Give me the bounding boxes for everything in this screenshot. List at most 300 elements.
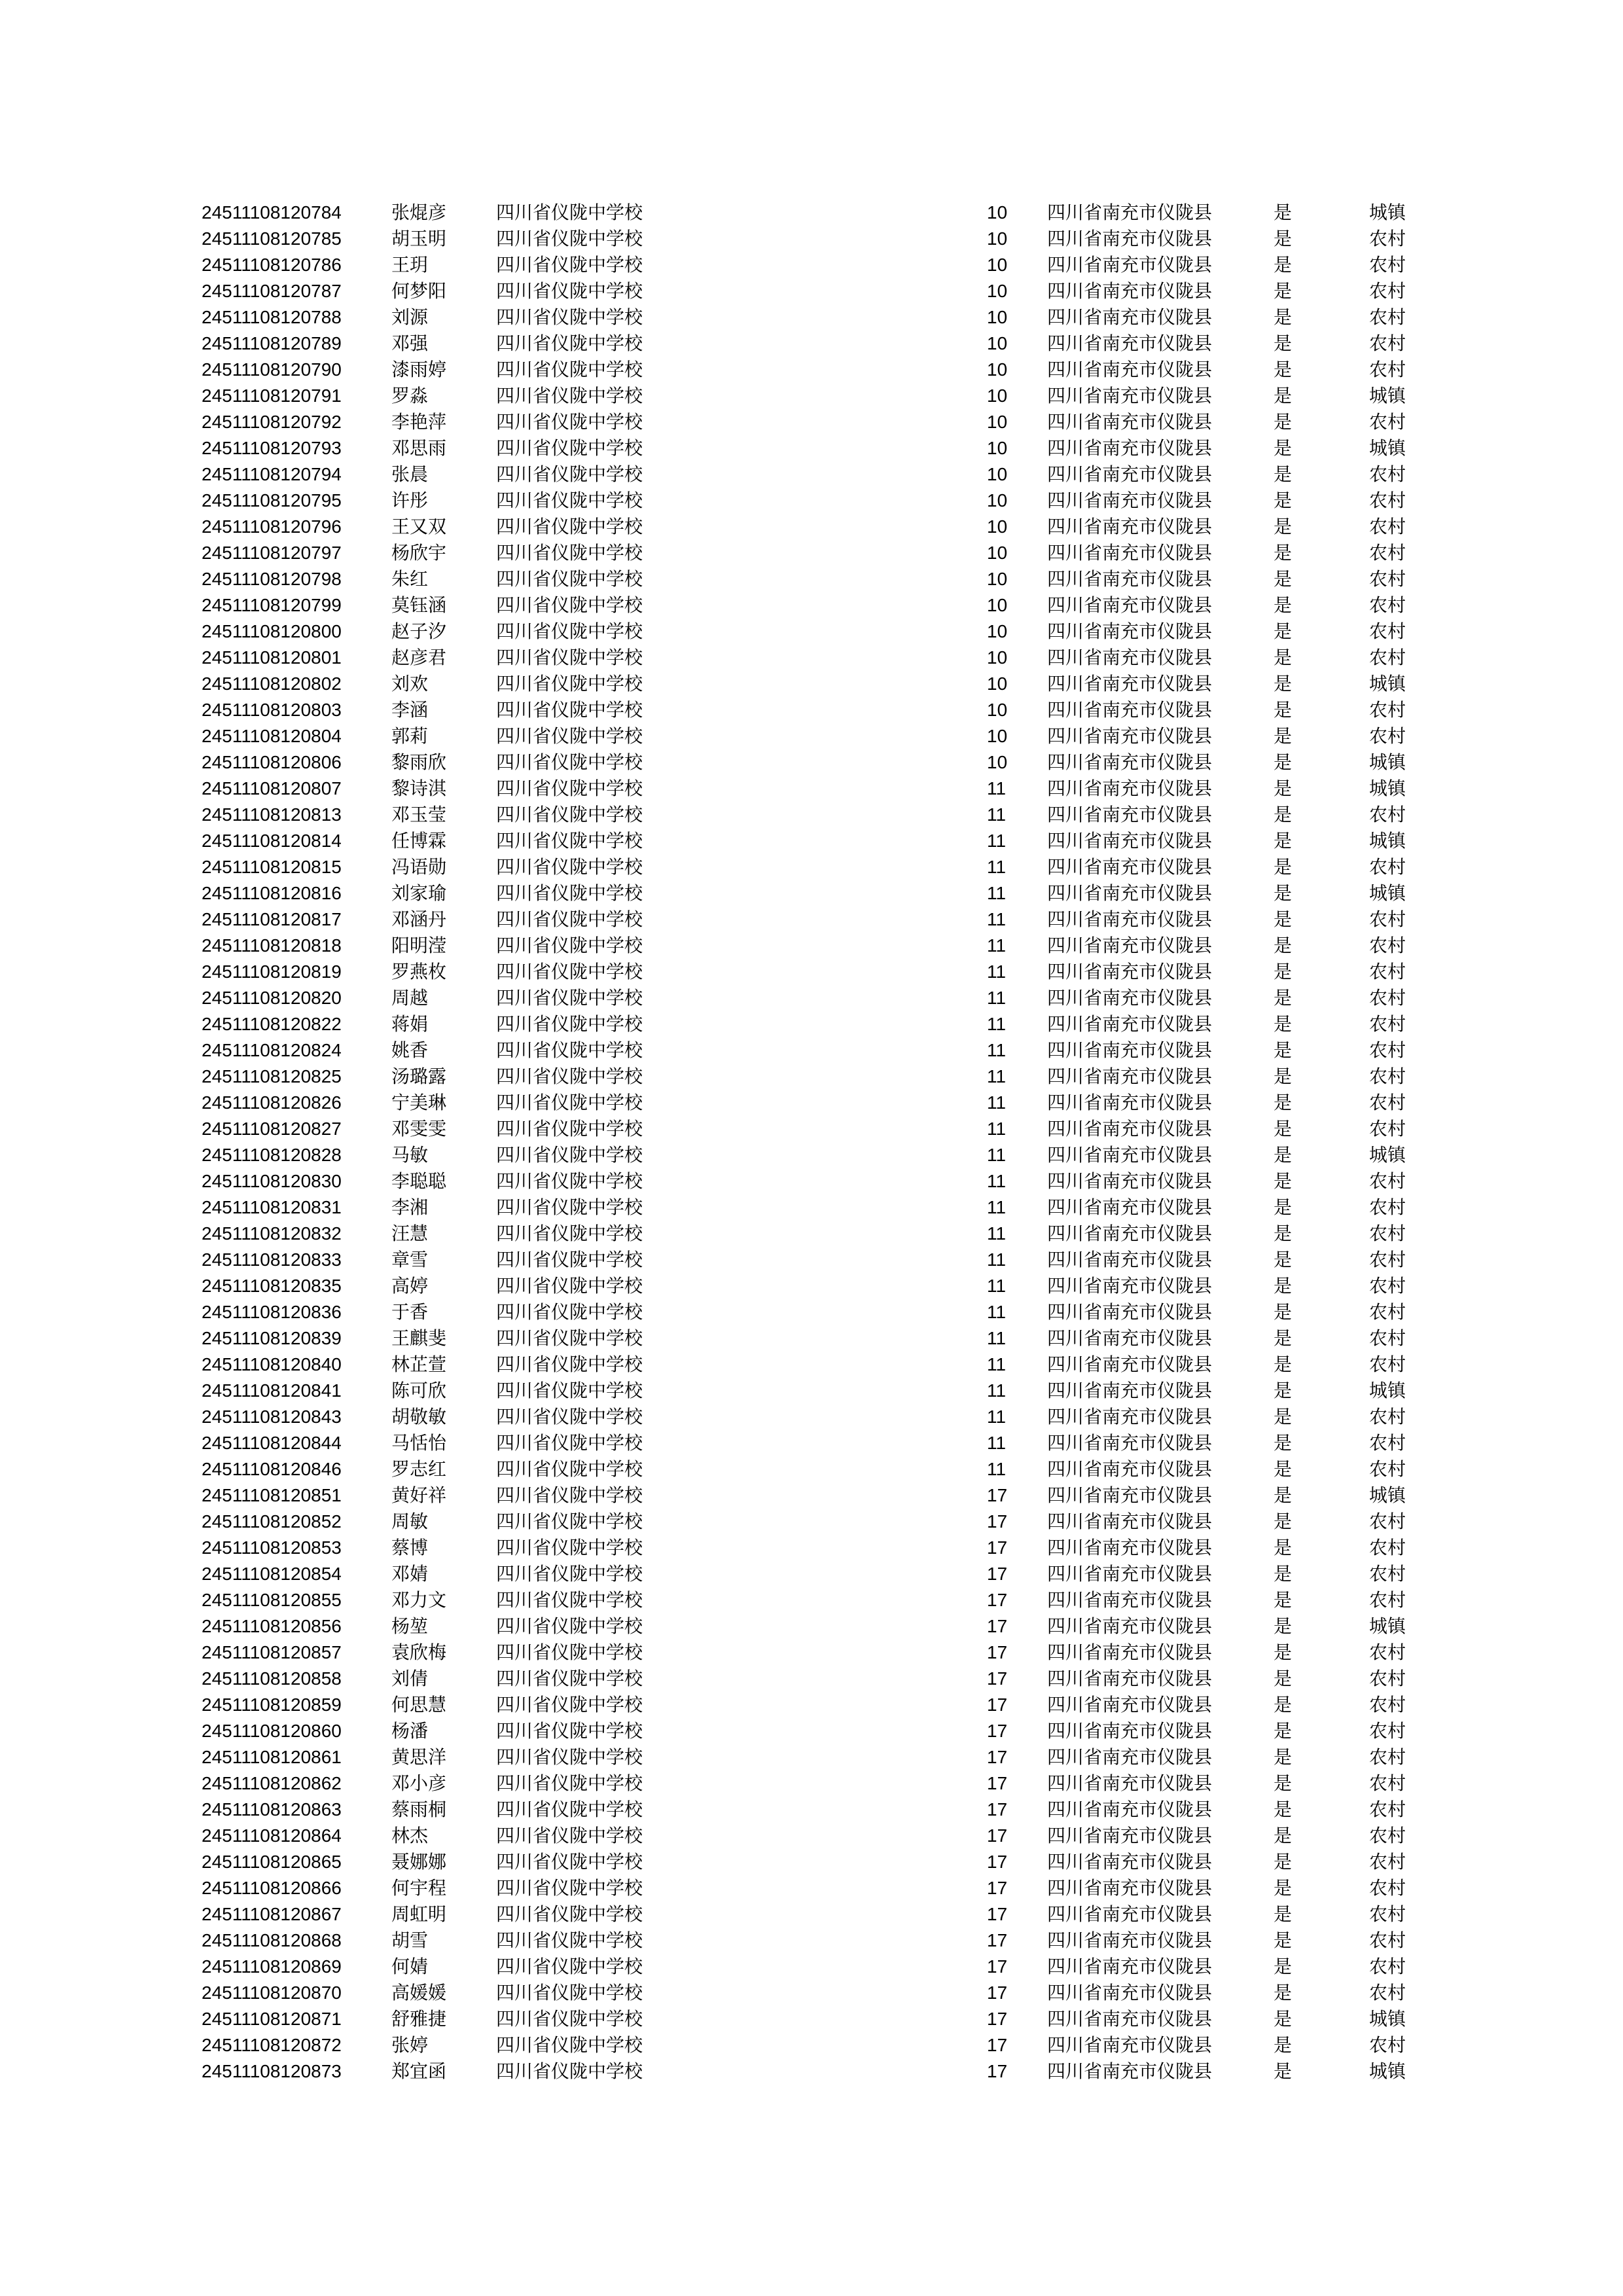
region-cell: 四川省南充市仪陇县 — [1047, 961, 1213, 982]
residence-type-cell: 农村 — [1369, 1903, 1406, 1925]
residence-type-cell: 城镇 — [1369, 673, 1406, 694]
residence-type-cell: 农村 — [1369, 620, 1406, 642]
residence-type-cell: 城镇 — [1369, 1144, 1406, 1166]
school-name-cell: 四川省仪陇中学校 — [496, 987, 643, 1009]
region-cell: 四川省南充市仪陇县 — [1047, 1118, 1213, 1139]
student-id-cell: 24511108120792 — [202, 412, 342, 432]
region-cell: 四川省南充市仪陇县 — [1047, 1301, 1213, 1323]
table-row — [0, 461, 1623, 488]
table-row — [0, 1666, 1623, 1692]
student-id-cell: 24511108120865 — [202, 1852, 342, 1872]
school-name-cell: 四川省仪陇中学校 — [496, 1275, 643, 1297]
student-id-cell: 24511108120836 — [202, 1302, 342, 1322]
region-cell: 四川省南充市仪陇县 — [1047, 594, 1213, 616]
school-name-cell: 四川省仪陇中学校 — [496, 1537, 643, 1558]
flag-cell: 是 — [1274, 1170, 1293, 1192]
class-number-cell: 11 — [987, 935, 1007, 956]
flag-cell: 是 — [1274, 1144, 1293, 1166]
student-id-cell: 24511108120797 — [202, 543, 342, 563]
table-row — [0, 226, 1623, 252]
region-cell: 四川省南充市仪陇县 — [1047, 1066, 1213, 1087]
table-row — [0, 776, 1623, 802]
class-number-cell: 10 — [987, 752, 1008, 772]
residence-type-cell: 农村 — [1369, 490, 1406, 511]
residence-type-cell: 农村 — [1369, 1694, 1406, 1715]
region-cell: 四川省南充市仪陇县 — [1047, 804, 1213, 825]
region-cell: 四川省南充市仪陇县 — [1047, 490, 1213, 511]
school-name-cell: 四川省仪陇中学校 — [496, 280, 643, 302]
student-id-cell: 24511108120855 — [202, 1590, 342, 1610]
flag-cell: 是 — [1274, 359, 1293, 380]
table-row — [0, 1980, 1623, 2006]
class-number-cell: 10 — [987, 543, 1008, 563]
residence-type-cell: 城镇 — [1369, 778, 1406, 799]
flag-cell: 是 — [1274, 1327, 1293, 1349]
residence-type-cell: 农村 — [1369, 254, 1406, 276]
student-id-cell: 24511108120790 — [202, 359, 342, 380]
region-cell: 四川省南充市仪陇县 — [1047, 1223, 1213, 1244]
school-name-cell: 四川省仪陇中学校 — [496, 568, 643, 590]
class-number-cell: 11 — [987, 857, 1007, 877]
class-number-cell: 17 — [987, 1852, 1008, 1872]
region-cell: 四川省南充市仪陇县 — [1047, 1772, 1213, 1794]
flag-cell: 是 — [1274, 1354, 1293, 1375]
class-number-cell: 17 — [987, 1747, 1008, 1767]
flag-cell: 是 — [1274, 725, 1293, 747]
residence-type-cell: 农村 — [1369, 1982, 1406, 2003]
flag-cell: 是 — [1274, 1982, 1293, 2003]
table-row — [0, 1954, 1623, 1980]
school-name-cell: 四川省仪陇中学校 — [496, 437, 643, 459]
region-cell: 四川省南充市仪陇县 — [1047, 306, 1213, 328]
table-row — [0, 1901, 1623, 1928]
student-id-cell: 24511108120827 — [202, 1119, 342, 1139]
school-name-cell: 四川省仪陇中学校 — [496, 830, 643, 852]
student-name-cell: 朱红 — [391, 568, 429, 590]
school-name-cell: 四川省仪陇中学校 — [496, 804, 643, 825]
class-number-cell: 17 — [987, 1668, 1008, 1689]
school-name-cell: 四川省仪陇中学校 — [496, 1641, 643, 1663]
table-row — [0, 1011, 1623, 1037]
class-number-cell: 10 — [987, 595, 1008, 615]
school-name-cell: 四川省仪陇中学校 — [496, 1458, 643, 1480]
student-id-cell: 24511108120831 — [202, 1197, 342, 1217]
student-name-cell: 罗燕枚 — [391, 961, 447, 982]
region-cell: 四川省南充市仪陇县 — [1047, 1746, 1213, 1768]
class-number-cell: 11 — [987, 1014, 1007, 1034]
flag-cell: 是 — [1274, 385, 1293, 406]
school-name-cell: 四川省仪陇中学校 — [496, 1877, 643, 1899]
table-row — [0, 1744, 1623, 1770]
table-row — [0, 1718, 1623, 1744]
region-cell: 四川省南充市仪陇县 — [1047, 1484, 1213, 1506]
school-name-cell: 四川省仪陇中学校 — [496, 1301, 643, 1323]
student-name-cell: 李艳萍 — [391, 411, 447, 433]
residence-type-cell: 农村 — [1369, 1877, 1406, 1899]
student-id-cell: 24511108120843 — [202, 1407, 342, 1427]
school-name-cell: 四川省仪陇中学校 — [496, 1929, 643, 1951]
table-row — [0, 1613, 1623, 1640]
flag-cell: 是 — [1274, 1249, 1293, 1270]
region-cell: 四川省南充市仪陇县 — [1047, 908, 1213, 930]
table-row — [0, 304, 1623, 331]
class-number-cell: 11 — [987, 1407, 1007, 1427]
table-row — [0, 278, 1623, 304]
region-cell: 四川省南充市仪陇县 — [1047, 1877, 1213, 1899]
student-name-cell: 宁美琳 — [391, 1092, 447, 1113]
student-name-cell: 何宇程 — [391, 1877, 447, 1899]
school-name-cell: 四川省仪陇中学校 — [496, 725, 643, 747]
class-number-cell: 11 — [987, 1145, 1007, 1165]
flag-cell: 是 — [1274, 1092, 1293, 1113]
school-name-cell: 四川省仪陇中学校 — [496, 1746, 643, 1768]
class-number-cell: 17 — [987, 1564, 1008, 1584]
region-cell: 四川省南充市仪陇县 — [1047, 1039, 1213, 1061]
class-number-cell: 11 — [987, 1066, 1007, 1086]
flag-cell: 是 — [1274, 463, 1293, 485]
student-name-cell: 罗志红 — [391, 1458, 447, 1480]
student-id-cell: 24511108120794 — [202, 464, 342, 484]
student-name-cell: 漆雨婷 — [391, 359, 447, 380]
student-id-cell: 24511108120861 — [202, 1747, 342, 1767]
class-number-cell: 11 — [987, 1197, 1007, 1217]
residence-type-cell: 农村 — [1369, 1118, 1406, 1139]
student-id-cell: 24511108120795 — [202, 490, 342, 511]
residence-type-cell: 农村 — [1369, 1196, 1406, 1218]
residence-type-cell: 城镇 — [1369, 882, 1406, 904]
school-name-cell: 四川省仪陇中学校 — [496, 1066, 643, 1087]
student-name-cell: 刘倩 — [391, 1668, 429, 1689]
region-cell: 四川省南充市仪陇县 — [1047, 1825, 1213, 1846]
region-cell: 四川省南充市仪陇县 — [1047, 1851, 1213, 1873]
class-number-cell: 11 — [987, 1459, 1007, 1479]
table-row — [0, 1587, 1623, 1613]
class-number-cell: 11 — [987, 1223, 1007, 1244]
table-row — [0, 1823, 1623, 1849]
school-name-cell: 四川省仪陇中学校 — [496, 332, 643, 354]
flag-cell: 是 — [1274, 516, 1293, 537]
region-cell: 四川省南充市仪陇县 — [1047, 280, 1213, 302]
table-row — [0, 697, 1623, 723]
region-cell: 四川省南充市仪陇县 — [1047, 856, 1213, 878]
residence-type-cell: 城镇 — [1369, 385, 1406, 406]
student-id-cell: 24511108120784 — [202, 202, 342, 223]
school-name-cell: 四川省仪陇中学校 — [496, 306, 643, 328]
class-number-cell: 17 — [987, 2061, 1008, 2081]
region-cell: 四川省南充市仪陇县 — [1047, 1249, 1213, 1270]
residence-type-cell: 农村 — [1369, 1537, 1406, 1558]
region-cell: 四川省南充市仪陇县 — [1047, 987, 1213, 1009]
region-cell: 四川省南充市仪陇县 — [1047, 332, 1213, 354]
residence-type-cell: 农村 — [1369, 1170, 1406, 1192]
student-name-cell: 许彤 — [391, 490, 429, 511]
region-cell: 四川省南充市仪陇县 — [1047, 1275, 1213, 1297]
student-id-cell: 24511108120818 — [202, 935, 342, 956]
table-row — [0, 802, 1623, 828]
table-row — [0, 723, 1623, 749]
student-id-cell: 24511108120868 — [202, 1930, 342, 1950]
region-cell: 四川省南充市仪陇县 — [1047, 1615, 1213, 1637]
flag-cell: 是 — [1274, 1537, 1293, 1558]
table-row — [0, 357, 1623, 383]
student-name-cell: 黎诗淇 — [391, 778, 447, 799]
school-name-cell: 四川省仪陇中学校 — [496, 359, 643, 380]
school-name-cell: 四川省仪陇中学校 — [496, 699, 643, 721]
residence-type-cell: 农村 — [1369, 2034, 1406, 2056]
region-cell: 四川省南充市仪陇县 — [1047, 385, 1213, 406]
region-cell: 四川省南充市仪陇县 — [1047, 1956, 1213, 1977]
residence-type-cell: 农村 — [1369, 1301, 1406, 1323]
student-name-cell: 阳明滢 — [391, 935, 447, 956]
residence-type-cell: 农村 — [1369, 647, 1406, 668]
student-name-cell: 张焜彦 — [391, 202, 447, 223]
class-number-cell: 11 — [987, 831, 1007, 851]
student-name-cell: 邓涵丹 — [391, 908, 447, 930]
flag-cell: 是 — [1274, 254, 1293, 276]
residence-type-cell: 农村 — [1369, 856, 1406, 878]
class-number-cell: 10 — [987, 228, 1008, 249]
student-name-cell: 邓玉莹 — [391, 804, 447, 825]
class-number-cell: 17 — [987, 1956, 1008, 1977]
table-row — [0, 1482, 1623, 1509]
flag-cell: 是 — [1274, 306, 1293, 328]
table-row — [0, 1168, 1623, 1194]
student-name-cell: 郑宜函 — [391, 2060, 447, 2082]
flag-cell: 是 — [1274, 1484, 1293, 1506]
student-id-cell: 24511108120820 — [202, 988, 342, 1008]
region-cell: 四川省南充市仪陇县 — [1047, 647, 1213, 668]
flag-cell: 是 — [1274, 1196, 1293, 1218]
student-id-cell: 24511108120835 — [202, 1276, 342, 1296]
class-number-cell: 17 — [987, 1904, 1008, 1924]
region-cell: 四川省南充市仪陇县 — [1047, 1196, 1213, 1218]
student-name-cell: 舒雅捷 — [391, 2008, 447, 2030]
student-name-cell: 杨欣宇 — [391, 542, 447, 564]
school-name-cell: 四川省仪陇中学校 — [496, 463, 643, 485]
student-name-cell: 周虹明 — [391, 1903, 447, 1925]
flag-cell: 是 — [1274, 1301, 1293, 1323]
student-id-cell: 24511108120816 — [202, 883, 342, 903]
flag-cell: 是 — [1274, 1223, 1293, 1244]
flag-cell: 是 — [1274, 594, 1293, 616]
flag-cell: 是 — [1274, 1615, 1293, 1637]
region-cell: 四川省南充市仪陇县 — [1047, 2060, 1213, 2082]
residence-type-cell: 农村 — [1369, 1563, 1406, 1585]
table-row — [0, 514, 1623, 540]
residence-type-cell: 城镇 — [1369, 2060, 1406, 2082]
student-id-cell: 24511108120807 — [202, 778, 342, 798]
table-row — [0, 671, 1623, 697]
class-number-cell: 11 — [987, 1119, 1007, 1139]
class-number-cell: 10 — [987, 359, 1008, 380]
school-name-cell: 四川省仪陇中学校 — [496, 1144, 643, 1166]
residence-type-cell: 农村 — [1369, 1511, 1406, 1532]
region-cell: 四川省南充市仪陇县 — [1047, 1144, 1213, 1166]
flag-cell: 是 — [1274, 699, 1293, 721]
class-number-cell: 10 — [987, 700, 1008, 720]
student-name-cell: 莫钰涵 — [391, 594, 447, 616]
flag-cell: 是 — [1274, 1118, 1293, 1139]
residence-type-cell: 农村 — [1369, 987, 1406, 1009]
student-name-cell: 何思慧 — [391, 1694, 447, 1715]
region-cell: 四川省南充市仪陇县 — [1047, 1013, 1213, 1035]
flag-cell: 是 — [1274, 620, 1293, 642]
student-id-cell: 24511108120841 — [202, 1380, 342, 1401]
residence-type-cell: 农村 — [1369, 1851, 1406, 1873]
student-id-cell: 24511108120800 — [202, 621, 342, 641]
student-id-cell: 24511108120803 — [202, 700, 342, 720]
student-id-cell: 24511108120824 — [202, 1040, 342, 1060]
table-row — [0, 1194, 1623, 1221]
table-row — [0, 749, 1623, 776]
flag-cell: 是 — [1274, 1406, 1293, 1427]
student-name-cell: 邓婧 — [391, 1563, 429, 1585]
school-name-cell: 四川省仪陇中学校 — [496, 1432, 643, 1454]
region-cell: 四川省南充市仪陇县 — [1047, 778, 1213, 799]
school-name-cell: 四川省仪陇中学校 — [496, 1511, 643, 1532]
school-name-cell: 四川省仪陇中学校 — [496, 778, 643, 799]
table-row — [0, 1221, 1623, 1247]
student-id-cell: 24511108120785 — [202, 228, 342, 249]
school-name-cell: 四川省仪陇中学校 — [496, 2060, 643, 2082]
region-cell: 四川省南充市仪陇县 — [1047, 437, 1213, 459]
residence-type-cell: 城镇 — [1369, 2008, 1406, 2030]
student-name-cell: 任博霖 — [391, 830, 447, 852]
flag-cell: 是 — [1274, 1275, 1293, 1297]
flag-cell: 是 — [1274, 1746, 1293, 1768]
table-row — [0, 200, 1623, 226]
school-name-cell: 四川省仪陇中学校 — [496, 1484, 643, 1506]
school-name-cell: 四川省仪陇中学校 — [496, 594, 643, 616]
student-id-cell: 24511108120793 — [202, 438, 342, 458]
student-id-cell: 24511108120863 — [202, 1799, 342, 1820]
residence-type-cell: 农村 — [1369, 1406, 1406, 1427]
student-id-cell: 24511108120791 — [202, 386, 342, 406]
school-name-cell: 四川省仪陇中学校 — [496, 1170, 643, 1192]
student-name-cell: 林杰 — [391, 1825, 429, 1846]
flag-cell: 是 — [1274, 673, 1293, 694]
school-name-cell: 四川省仪陇中学校 — [496, 411, 643, 433]
residence-type-cell: 农村 — [1369, 908, 1406, 930]
table-row — [0, 1273, 1623, 1299]
class-number-cell: 17 — [987, 1695, 1008, 1715]
student-id-cell: 24511108120840 — [202, 1354, 342, 1374]
class-number-cell: 11 — [987, 961, 1007, 982]
student-id-cell: 24511108120844 — [202, 1433, 342, 1453]
region-cell: 四川省南充市仪陇县 — [1047, 254, 1213, 276]
student-id-cell: 24511108120873 — [202, 2061, 342, 2081]
student-id-cell: 24511108120825 — [202, 1066, 342, 1086]
flag-cell: 是 — [1274, 490, 1293, 511]
student-id-cell: 24511108120859 — [202, 1695, 342, 1715]
school-name-cell: 四川省仪陇中学校 — [496, 1223, 643, 1244]
class-number-cell: 10 — [987, 569, 1008, 589]
residence-type-cell: 农村 — [1369, 463, 1406, 485]
class-number-cell: 11 — [987, 1433, 1007, 1453]
table-row — [0, 252, 1623, 278]
table-row — [0, 1116, 1623, 1142]
residence-type-cell: 农村 — [1369, 1354, 1406, 1375]
residence-type-cell: 农村 — [1369, 1039, 1406, 1061]
class-number-cell: 11 — [987, 988, 1007, 1008]
region-cell: 四川省南充市仪陇县 — [1047, 1354, 1213, 1375]
student-name-cell: 胡敬敏 — [391, 1406, 447, 1427]
flag-cell: 是 — [1274, 228, 1293, 249]
student-name-cell: 黄好祥 — [391, 1484, 447, 1506]
flag-cell: 是 — [1274, 1956, 1293, 1977]
flag-cell: 是 — [1274, 961, 1293, 982]
table-row — [0, 1456, 1623, 1482]
student-id-cell: 24511108120858 — [202, 1668, 342, 1689]
region-cell: 四川省南充市仪陇县 — [1047, 1720, 1213, 1742]
residence-type-cell: 农村 — [1369, 594, 1406, 616]
class-number-cell: 17 — [987, 1616, 1008, 1636]
table-row — [0, 592, 1623, 619]
flag-cell: 是 — [1274, 1380, 1293, 1401]
school-name-cell: 四川省仪陇中学校 — [496, 961, 643, 982]
student-name-cell: 刘源 — [391, 306, 429, 328]
residence-type-cell: 农村 — [1369, 1956, 1406, 1977]
flag-cell: 是 — [1274, 647, 1293, 668]
student-name-cell: 袁欣梅 — [391, 1641, 447, 1663]
table-row — [0, 1849, 1623, 1875]
region-cell: 四川省南充市仪陇县 — [1047, 699, 1213, 721]
flag-cell: 是 — [1274, 1720, 1293, 1742]
student-name-cell: 何梦阳 — [391, 280, 447, 302]
residence-type-cell: 农村 — [1369, 1589, 1406, 1611]
table-row — [0, 2032, 1623, 2058]
region-cell: 四川省南充市仪陇县 — [1047, 228, 1213, 249]
student-id-cell: 24511108120833 — [202, 1249, 342, 1270]
residence-type-cell: 农村 — [1369, 1432, 1406, 1454]
region-cell: 四川省南充市仪陇县 — [1047, 1092, 1213, 1113]
region-cell: 四川省南充市仪陇县 — [1047, 751, 1213, 773]
residence-type-cell: 农村 — [1369, 568, 1406, 590]
class-number-cell: 17 — [987, 1930, 1008, 1950]
student-id-cell: 24511108120854 — [202, 1564, 342, 1584]
school-name-cell: 四川省仪陇中学校 — [496, 202, 643, 223]
class-number-cell: 10 — [987, 621, 1008, 641]
class-number-cell: 17 — [987, 2035, 1008, 2055]
school-name-cell: 四川省仪陇中学校 — [496, 1406, 643, 1427]
student-name-cell: 汤璐露 — [391, 1066, 447, 1087]
student-id-cell: 24511108120853 — [202, 1537, 342, 1558]
student-id-cell: 24511108120799 — [202, 595, 342, 615]
student-id-cell: 24511108120801 — [202, 647, 342, 668]
student-id-cell: 24511108120817 — [202, 909, 342, 929]
student-name-cell: 蒋娟 — [391, 1013, 429, 1035]
flag-cell: 是 — [1274, 2060, 1293, 2082]
student-name-cell: 刘家瑜 — [391, 882, 447, 904]
table-row — [0, 854, 1623, 880]
residence-type-cell: 农村 — [1369, 725, 1406, 747]
student-name-cell: 于香 — [391, 1301, 429, 1323]
table-row — [0, 933, 1623, 959]
school-name-cell: 四川省仪陇中学校 — [496, 2034, 643, 2056]
region-cell: 四川省南充市仪陇县 — [1047, 2034, 1213, 2056]
student-id-cell: 24511108120860 — [202, 1721, 342, 1741]
student-id-cell: 24511108120786 — [202, 255, 342, 275]
student-id-cell: 24511108120789 — [202, 333, 342, 353]
student-name-cell: 赵子汐 — [391, 620, 447, 642]
table-row — [0, 1928, 1623, 1954]
student-name-cell: 聂娜娜 — [391, 1851, 447, 1873]
class-number-cell: 10 — [987, 726, 1008, 746]
residence-type-cell: 农村 — [1369, 359, 1406, 380]
student-name-cell: 胡玉明 — [391, 228, 447, 249]
residence-type-cell: 城镇 — [1369, 437, 1406, 459]
region-cell: 四川省南充市仪陇县 — [1047, 1380, 1213, 1401]
